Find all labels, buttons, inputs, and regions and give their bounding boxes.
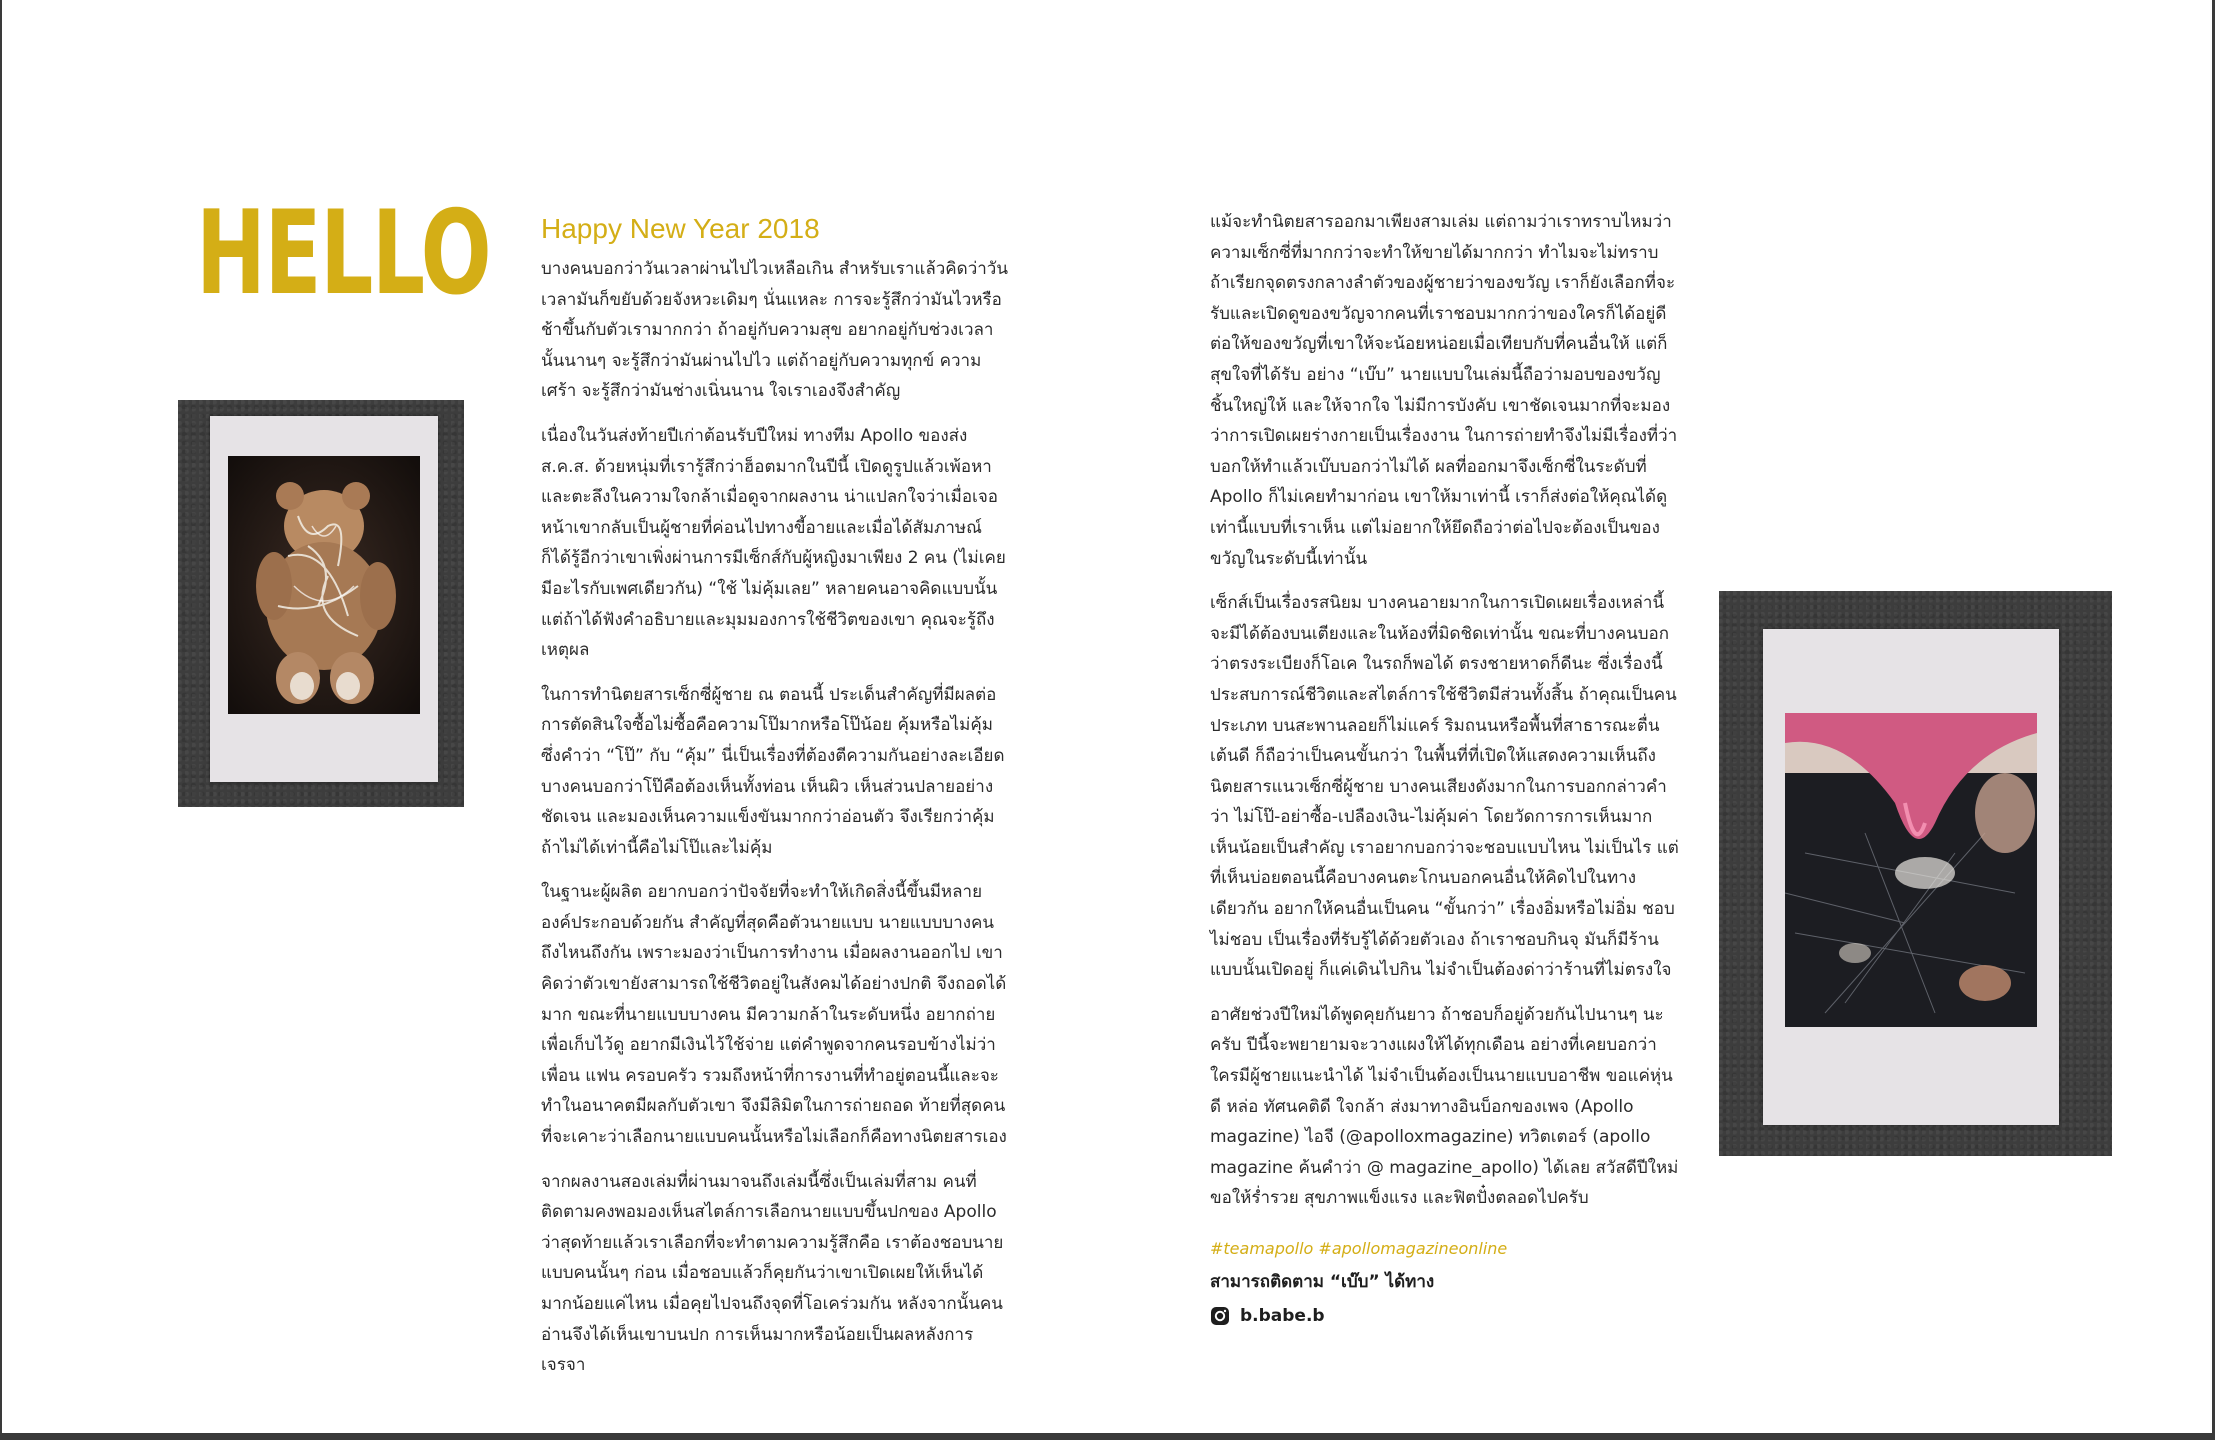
paragraph: เซ็กส์เป็นเรื่องรสนิยม บางคนอายมากในการเปิดเผยเรื่องเหล่านี้ จะมีได้ต้องบนเตียงและในห้องที่มิดชิดเท่านั้น ขณะที่บางคนบอกว่าตรงระเบียงก็โอเค ในรถก็พอได้ ตรงชายหาดก็ดีนะ ซึ่งเรื่องนี้ประสบการณ์ชีวิตและสไตล์การใช้ชีวิตมีส่วนทั้งสิ้น ถ้าคุณเป็นคนประเภท บนสะพานลอยก็ไม่แคร์ ริมถนนหรือพื้นที่สาธารณะตื่นเต้นดี ก็ถือว่าเป็นคนขั้นกว่า ในพื้นที่ที่เปิดให้แสดงความเห็นถึงนิตยสารแนวเซ็กซี่ผู้ชาย บางคนเสียงดังมากในการบอกกล่าวคำว่า ไม่โป๊-อย่าซื้อ-เปลืองเงิน-ไม่คุ้มค่า โดยวัดการการเห็นมากเห็นน้อยเป็นสำคัญ เราอยากบอกว่าจะชอบแบบไหน ไม่เป็นไร แต่ที่เห็นบ่อยตอนนี้คือบางคนตะโกนบอกคนอื่นให้คิดไปในทางเดียวกัน อยากให้คนอื่นเป็นคน “ขั้นกว่า” เรื่องอิ่มหรือไม่อิ่ม ชอบไม่ชอบ เป็นเรื่องที่รับรู้ได้ด้วยตัวเอง ถ้าเราชอบกินจุ มันก็มีร้านแบบนั้นเปิดอยู่ ก็แค่เดินไปกิน ไม่จำเป็นต้องด่าว่าร้านที่ไม่ตรงใจ [1210, 593, 1679, 981]
polaroid-image [228, 456, 420, 714]
follow-text: สามารถติดตาม “เบ๊บ” ได้ทาง [1210, 1271, 1435, 1292]
hello-heading: HELLO [196, 186, 491, 321]
page-edge-bottom [0, 1433, 2215, 1440]
polaroid-illustration [1785, 713, 2037, 1027]
photo-teddy-bear [178, 400, 464, 807]
paragraph: บางคนบอกว่าวันเวลาผ่านไปไวเหลือเกิน สำหรับเราแล้วคิดว่าวันเวลามันก็ขยับด้วยจังหวะเดิมๆ นั่นแหละ การจะรู้สึกว่ามันไวหรือช้าขึ้นกับตัวเรามากกว่า ถ้าอยู่กับความสุข อยากอยู่กับช่วงเวลานั้นนานๆ จะรู้สึกว่ามันผ่านไปไว แต่ถ้าอยู่กับความทุกข์ ความเศร้า จะรู้สึกว่ามันช่างเนิ่นนาน ใจเราเองจึงสำคัญ [541, 259, 1008, 402]
page-edge-left [0, 0, 2, 1440]
subheading: Happy New Year 2018 [541, 213, 820, 244]
paragraph: อาศัยช่วงปีใหม่ได้พูดคุยกันยาว ถ้าชอบก็อยู่ด้วยกันไปนานๆ นะครับ ปีนี้จะพยายามจะวางแผงให้ได้ทุกเดือน อย่างที่เคยบอกว่าใครมีผู้ชายแนะนำได้ ไม่จำเป็นต้องเป็นนายแบบอาชีพ ขอแค่หุ่นดี หล่อ ทัศนคติดี ใจกล้า ส่งมาทางอินบ็อกของเพจ (Apollo magazine) ไอจี (@apolloxmagazine) ทวิตเตอร์ (apollo magazine ค้นคำว่า @ magazine_apollo) ได้เลย สวัสดีปีใหม่ ขอให้ร่ำรวย สุขภาพแข็งแรง และฟิตปั๋งตลอดไปครับ [1210, 1004, 1679, 1209]
paragraph: แม้จะทำนิตยสารออกมาเพียงสามเล่ม แต่ถามว่าเราทราบไหมว่าความเซ็กซี่ที่มากกว่าจะทำให้ขายได้มากกว่า ทำไมจะไม่ทราบ ถ้าเรียกจุดตรงกลางลำตัวของผู้ชายว่าของขวัญ เราก็ยังเลือกที่จะรับและเปิดดูของขวัญจากคนที่เราชอบมากกว่าของใครก็ได้อยู่ดี ต่อให้ของขวัญที่เขาให้จะน้อยหน่อยเมื่อเทียบกับที่คนอื่นให้ แต่ก็สุขใจที่ได้รับ อย่าง “เบ๊บ” นายแบบในเล่มนี้ถือว่ามอบของขวัญชิ้นใหญ่ให้ และให้จากใจ ไม่มีการบังคับ เขาชัดเจนมากที่จะมองว่าการเปิดเผยร่างกายเป็นเรื่องงาน ในการถ่ายทำจึงไม่มีเรื่องที่ว่าบอกให้ทำแล้วเบ๊บบอกว่าไม่ได้ ผลที่ออกมาจึงเซ็กซี่ในระดับที่ Apollo ก็ไม่เคยทำมาก่อน เขาให้มาเท่านี้ เราก็ส่งต่อให้คุณได้ดูเท่านี้แบบที่เราเห็น แต่ไม่อยากให้ยึดถือว่าต่อไปจะต้องเป็นของขวัญในระดับนี้เท่านั้น [1210, 212, 1678, 569]
instagram-icon [1210, 1306, 1230, 1326]
photo-polaroid-right [1719, 591, 2112, 1156]
instagram-handle: b.babe.b [1240, 1306, 1325, 1327]
polaroid-image [1785, 713, 2037, 1027]
hashtags: #teamapollo #apollomagazineonline [1210, 1239, 1508, 1258]
paragraph: ในฐานะผู้ผลิต อยากบอกว่าปัจจัยที่จะทำให้เกิดสิ่งนี้ขึ้นมีหลายองค์ประกอบด้วยกัน สำคัญที่สุดคือตัวนายแบบ นายแบบบางคนถึงไหนถึงกัน เพราะมองว่าเป็นการทำงาน เมื่อผลงานออกไป เขาคิดว่าตัวเขายังสามารถใช้ชีวิตอยู่ในสังคมได้อย่างปกติ จึงถอดได้มาก ขณะที่นายแบบบางคน มีความกล้าในระดับหนึ่ง อยากถ่ายเพื่อเก็บไว้ดู อยากมีเงินไว้ใช้จ่าย แต่คำพูดจากคนรอบข้างไม่ว่าเพื่อน แฟน ครอบครัว รวมถึงหน้าที่การงานที่ทำอยู่ตอนนี้และจะทำในอนาคตมีผลกับตัวเขา จึงมีลิมิตในการถ่ายถอด ท้ายที่สุดคนที่จะเคาะว่าเลือกนายแบบคนนั้นหรือไม่เลือกก็คือทางนิตยสารเอง [541, 882, 1007, 1148]
article-column-left [541, 212, 1011, 1395]
paragraph: เนื่องในวันส่งท้ายปีเก่าต้อนรับปีใหม่ ทางทีม Apollo ของส่ง ส.ค.ส. ด้วยหนุ่มที่เรารู้สึกว่าฮ็อตมากในปีนี้ เปิดดูรูปแล้วเพ้อหาและตะลึงในความใจกล้าเมื่อดูจากผลงาน น่าแปลกใจว่าเมื่อเจอหน้าเขากลับเป็นผู้ชายที่ค่อนไปทางขี้อายและเมื่อได้สัมภาษณ์ก็ได้รู้อีกว่าเขาเพิ่งผ่านการมีเซ็กส์กับผู้หญิงมาเพียง 2 คน (ไม่เคยมีอะไรกับเพศเดียวกัน) “ใช้ ไม่คุ้มเลย” หลายคนอาจคิดแบบนั้น แต่ถ้าได้ฟังคำอธิบายและมุมมองการใช้ชีวิตของเขา คุณจะรู้ถึงเหตุผล [541, 425, 1006, 661]
article-column-right [1210, 207, 1680, 1332]
paragraph: ในการทำนิตยสารเซ็กซี่ผู้ชาย ณ ตอนนี้ ประเด็นสำคัญที่มีผลต่อการตัดสินใจซื้อไม่ซื้อคือความโป๊มากหรือโป๊น้อย คุ้มหรือไม่คุ้ม ซึ่งคำว่า “โป๊” กับ “คุ้ม” นี่เป็นเรื่องที่ต้องตีความกันอย่างละเอียด บางคนบอกว่าโป๊คือต้องเห็นทั้งท่อน เห็นผิว เห็นส่วนปลายอย่างชัดเจน และมองเห็นความแข็งขันมากกว่าอ่อนตัว จึงเรียกว่าคุ้ม ถ้าไม่ได้เท่านี้คือไม่โป๊และไม่คุ้ม [541, 684, 1005, 858]
polaroid-frame [210, 416, 438, 782]
teddy-bear-illustration [228, 456, 420, 714]
paragraph: จากผลงานสองเล่มที่ผ่านมาจนถึงเล่มนี้ซึ่งเป็นเล่มที่สาม คนที่ติดตามคงพอมองเห็นสไตล์การเลือกนายแบบขึ้นปกของ Apollo ว่าสุดท้ายแล้วเราเลือกที่จะทำตามความรู้สึกคือ เราต้องชอบนายแบบคนนั้นๆ ก่อน เมื่อชอบแล้วก็คุยกันว่าเขาเปิดเผยให้เห็นได้มากน้อยแค่ไหน เมื่อคุยไปจนถึงจุดที่โอเคร่วมกัน หลังจากนั้นคนอ่านจึงได้เห็นเขาบนปก การเห็นมากหรือน้อยเป็นผลหลังการเจรจา [541, 1171, 1004, 1376]
polaroid-frame [1763, 629, 2059, 1125]
instagram-row [1210, 1301, 1680, 1332]
